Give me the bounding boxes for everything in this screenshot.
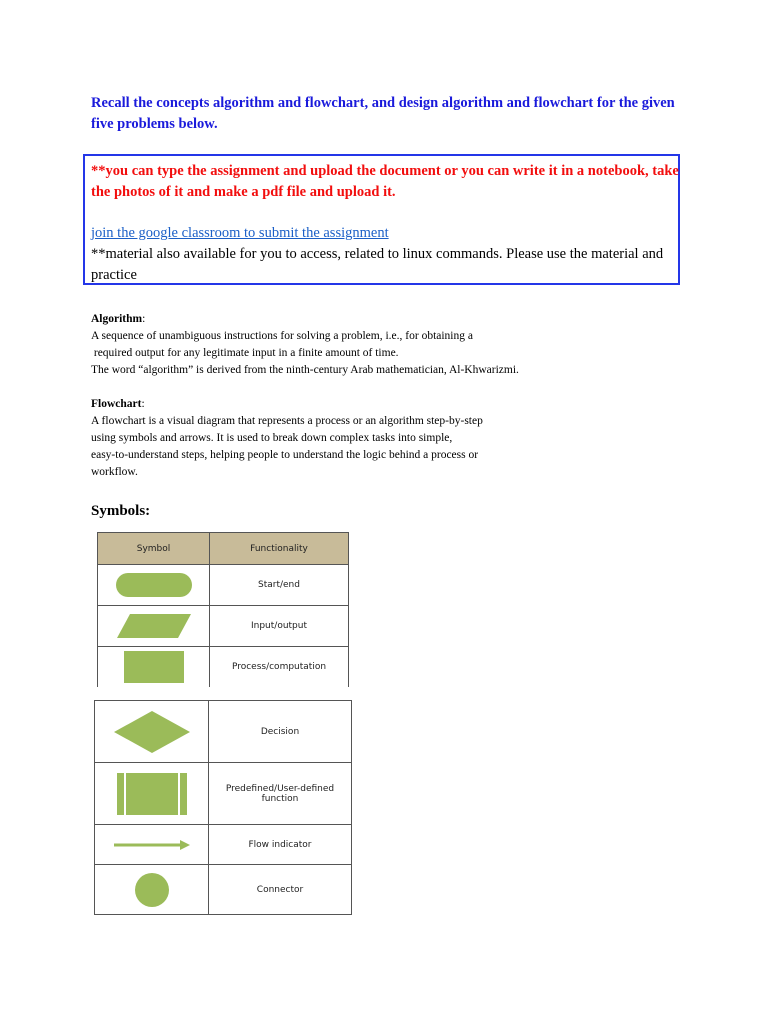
- row-label: Flow indicator: [209, 825, 352, 865]
- algorithm-line-1: A sequence of unambiguous instructions for solving a problem, i.e., for obtaining a: [91, 330, 473, 342]
- header-functionality: Functionality: [210, 533, 349, 565]
- definitions-section: [91, 311, 611, 481]
- flowchart-line-3: easy-to-understand steps, helping people to understand the logic behind a process or: [91, 449, 479, 461]
- flowchart-heading: Flowchart: [91, 398, 142, 410]
- row-label: Input/output: [210, 606, 349, 647]
- symbols-table-top: [97, 532, 349, 687]
- flowchart-line-2: using symbols and arrows. It is used to break down complex tasks into simple,: [91, 432, 453, 444]
- table-row: [98, 606, 349, 647]
- rectangle-icon: [124, 651, 184, 683]
- flowchart-heading-line: Flowchart:: [91, 398, 145, 410]
- table-row: [95, 865, 352, 915]
- algorithm-line-3: The word “algorithm” is derived from the ninth-century Arab mathematician, Al-Khwarizmi.: [91, 364, 519, 376]
- parallelogram-icon: [116, 613, 192, 639]
- material-note: **material also available for you to access, related to linux commands. Please use the material and practice: [91, 246, 664, 283]
- row-label: Process/computation: [210, 647, 349, 688]
- rounded-rectangle-icon: [115, 572, 193, 598]
- row-label: Connector: [209, 865, 352, 915]
- flowchart-line-4: workflow.: [91, 466, 138, 478]
- assignment-title: Recall the concepts algorithm and flowchart, and design algorithm and flowchart for the given five problems below.: [91, 95, 675, 132]
- table-row: [98, 647, 349, 688]
- table-row: [95, 701, 352, 763]
- upload-instructions: **you can type the assignment and upload the document or you can write it in a notebook, take the photos of it and make a pdf file and upload it.: [91, 163, 679, 200]
- table-row: [98, 565, 349, 606]
- algorithm-heading: Algorithm: [91, 313, 143, 325]
- row-label: Start/end: [210, 565, 349, 606]
- table-row: [95, 825, 352, 865]
- diamond-icon: [112, 709, 192, 755]
- arrow-icon: [112, 839, 192, 851]
- symbols-table-bottom: [94, 700, 352, 915]
- symbols-heading: Symbols:: [91, 503, 151, 519]
- circle-icon: [134, 872, 170, 908]
- row-label: Predefined/User-defined function: [209, 763, 352, 825]
- algorithm-heading-line: Algorithm:: [91, 313, 146, 325]
- row-label: Decision: [209, 701, 352, 763]
- algorithm-line-2: required output for any legitimate input in a finite amount of time.: [91, 347, 399, 359]
- header-symbol: Symbol: [98, 533, 210, 565]
- flowchart-line-1: A flowchart is a visual diagram that represents a process or an algorithm step-by-step: [91, 415, 483, 427]
- google-classroom-link[interactable]: join the google classroom to submit the assignment: [91, 225, 389, 241]
- table-header-row: [98, 533, 349, 565]
- predefined-process-icon: [117, 773, 187, 815]
- assignment-note-box: [83, 154, 680, 285]
- table-row: [95, 763, 352, 825]
